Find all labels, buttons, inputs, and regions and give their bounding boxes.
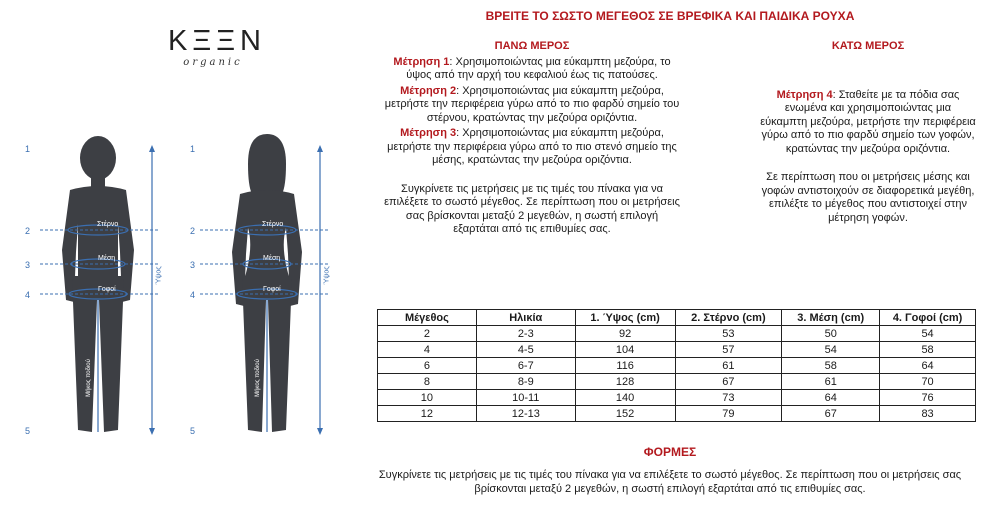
size-table [377,309,976,422]
col-header-hips: 4. Γοφοί (cm) [880,310,976,326]
waist-label-right: Μέση [263,255,281,262]
measurement-2-label: Μέτρηση 2 [400,84,457,97]
cell-hips: 83 [880,406,976,422]
cell-waist: 54 [782,342,880,358]
measurement-4-text [760,89,976,157]
cell-size: 8 [378,374,477,390]
body-silhouettes-illustration [0,120,360,450]
figure-number-4-right: 4 [190,290,196,300]
cell-height: 116 [575,358,675,374]
inseam-label: Μήκος ποδιού [85,359,92,397]
logo-wordmark: KΞΞN [168,25,266,57]
cell-chest: 73 [675,390,782,406]
table-row [378,390,976,406]
cell-size: 2 [378,326,477,342]
cell-chest: 79 [675,406,782,422]
cell-age: 10-11 [476,390,575,406]
height-label: Ύψος [155,266,163,285]
col-header-waist: 3. Μέση (cm) [782,310,880,326]
measurement-1-desc: : Χρησιμοποιώντας μια εύκαμπτη μεζούρα, το ύψος από την αρχή του κεφαλιού έως τις πατούσες. [406,55,671,81]
cell-height: 92 [575,326,675,342]
upper-heading: ΠΑΝΩ ΜΕΡΟΣ [494,40,570,52]
cell-height: 104 [575,342,675,358]
chest-label: Στέρνο [97,221,119,228]
cell-waist: 64 [782,390,880,406]
cell-size: 12 [378,406,477,422]
lower-heading: ΚΑΤΩ ΜΕΡΟΣ [831,40,905,52]
col-header-height: 1. Ύψος (cm) [575,310,675,326]
lower-body-instructions [760,40,976,227]
cell-age: 4-5 [476,342,575,358]
cell-chest: 53 [675,326,782,342]
measurement-1-label: Μέτρηση 1 [393,55,450,68]
figure-number-2-right: 2 [190,226,196,236]
brand-logo [168,25,266,68]
measurement-2-desc: : Χρησιμοποιώντας μια εύκαμπτη μεζούρα, μετρήστε την περιφέρεια γύρω από το πιο φαρδύ σημείο του στέρνου, κρατώντας την μεζούρα οριζόντια. [384,84,680,124]
cell-chest: 67 [675,374,782,390]
figure-number-1-right: 1 [190,144,196,154]
upper-body-instructions [384,40,680,239]
cell-hips: 58 [880,342,976,358]
table-header-row [378,310,976,326]
cell-waist: 58 [782,358,880,374]
figure-number-3: 3 [25,260,31,270]
measurement-figures [0,120,360,450]
figure-number-1: 1 [25,144,31,154]
cell-height: 152 [575,406,675,422]
cell-size: 4 [378,342,477,358]
table-row [378,406,976,422]
col-header-age: Ηλικία [476,310,575,326]
measurement-4-desc: : Σταθείτε με τα πόδια σας ενωμένα και χρησιμοποιώντας μια εύκαμπτη μεζούρα, μετρήστε την περιφέρεια γύρω από το πιο φαρδύ σημείο των γοφών, κρατώντας την μεζούρα οριζόντια. [760,88,976,155]
measurement-3-label: Μέτρηση 3 [400,127,457,139]
formes-heading: ΦΟΡΜΕΣ [643,445,697,459]
logo-subtitle: organic [183,57,243,68]
chest-label-right: Στέρνο [262,221,284,228]
cell-waist: 61 [782,374,880,390]
cell-age: 12-13 [476,406,575,422]
cell-hips: 54 [880,326,976,342]
cell-hips: 76 [880,390,976,406]
col-header-chest: 2. Στέρνο (cm) [675,310,782,326]
cell-height: 140 [575,390,675,406]
measurement-3-desc: : Χρησιμοποιώντας μια εύκαμπτη μεζούρα, μετρήστε την περιφέρεια γύρω από το πιο στενό σημείο της μέσης, κρατώντας την μεζούρα οριζόντια. [387,127,677,166]
lower-note-text: Σε περίπτωση που οι μετρήσεις μέσης και γοφών αντιστοιχούν σε διαφορετικά μεγέθη, επιλέξτε το μέγεθος που αντιστοιχεί στην μέτρηση γοφών. [761,171,975,224]
col-header-size: Μέγεθος [378,310,477,326]
cell-size: 10 [378,390,477,406]
table-row [378,326,976,342]
cell-waist: 67 [782,406,880,422]
measurement-1-text [384,56,680,83]
waist-label: Μέση [98,255,116,262]
table-row [378,358,976,374]
cell-waist: 50 [782,326,880,342]
page-title: ΒΡΕΙΤΕ ΤΟ ΣΩΣΤΟ ΜΕΓΕΘΟΣ ΣΕ ΒΡΕΦΙΚΑ ΚΑΙ ΠΑΙΔΙΚΑ ΡΟΥΧΑ [485,9,855,23]
cell-chest: 61 [675,358,782,374]
measurement-3-text [384,127,680,168]
upper-compare-text: Συγκρίνετε τις μετρήσεις με τις τιμές του πίνακα για να επιλέξετε το σωστό μέγεθος. Σε περίπτωση που οι μετρήσεις σας βρίσκονται μεταξύ 2 μεγεθών, η σωστή επιλογή εξαρτάται από τις επιθυμίες σας. [384,182,680,235]
figure-number-4: 4 [25,290,31,300]
figure-number-3-right: 3 [190,260,196,270]
cell-chest: 57 [675,342,782,358]
cell-height: 128 [575,374,675,390]
cell-age: 2-3 [476,326,575,342]
hips-label: Γοφοί [98,286,116,293]
table-row [378,374,976,390]
table-row [378,342,976,358]
height-label-right: Ύψος [323,266,331,285]
figure-number-5-right: 5 [190,426,196,436]
cell-age: 8-9 [476,374,575,390]
figure-number-2: 2 [25,226,31,236]
cell-hips: 64 [880,358,976,374]
measurement-4-label: Μέτρηση 4 [776,88,833,101]
measurement-2-text [384,85,680,126]
cell-size: 6 [378,358,477,374]
inseam-label-right: Μήκος ποδιού [254,359,261,397]
hips-label-right: Γοφοί [263,286,281,293]
cell-hips: 70 [880,374,976,390]
cell-age: 6-7 [476,358,575,374]
figure-number-5: 5 [25,426,31,436]
formes-text: Συγκρίνετε τις μετρήσεις με τις τιμές του πίνακα για να επιλέξετε το σωστό μέγεθος. Σε περίπτωση που οι μετρήσεις σας βρίσκονται μεταξύ 2 μεγεθών, η σωστή επιλογή εξαρτάται από τις επιθυμίες σας. [378,469,962,495]
